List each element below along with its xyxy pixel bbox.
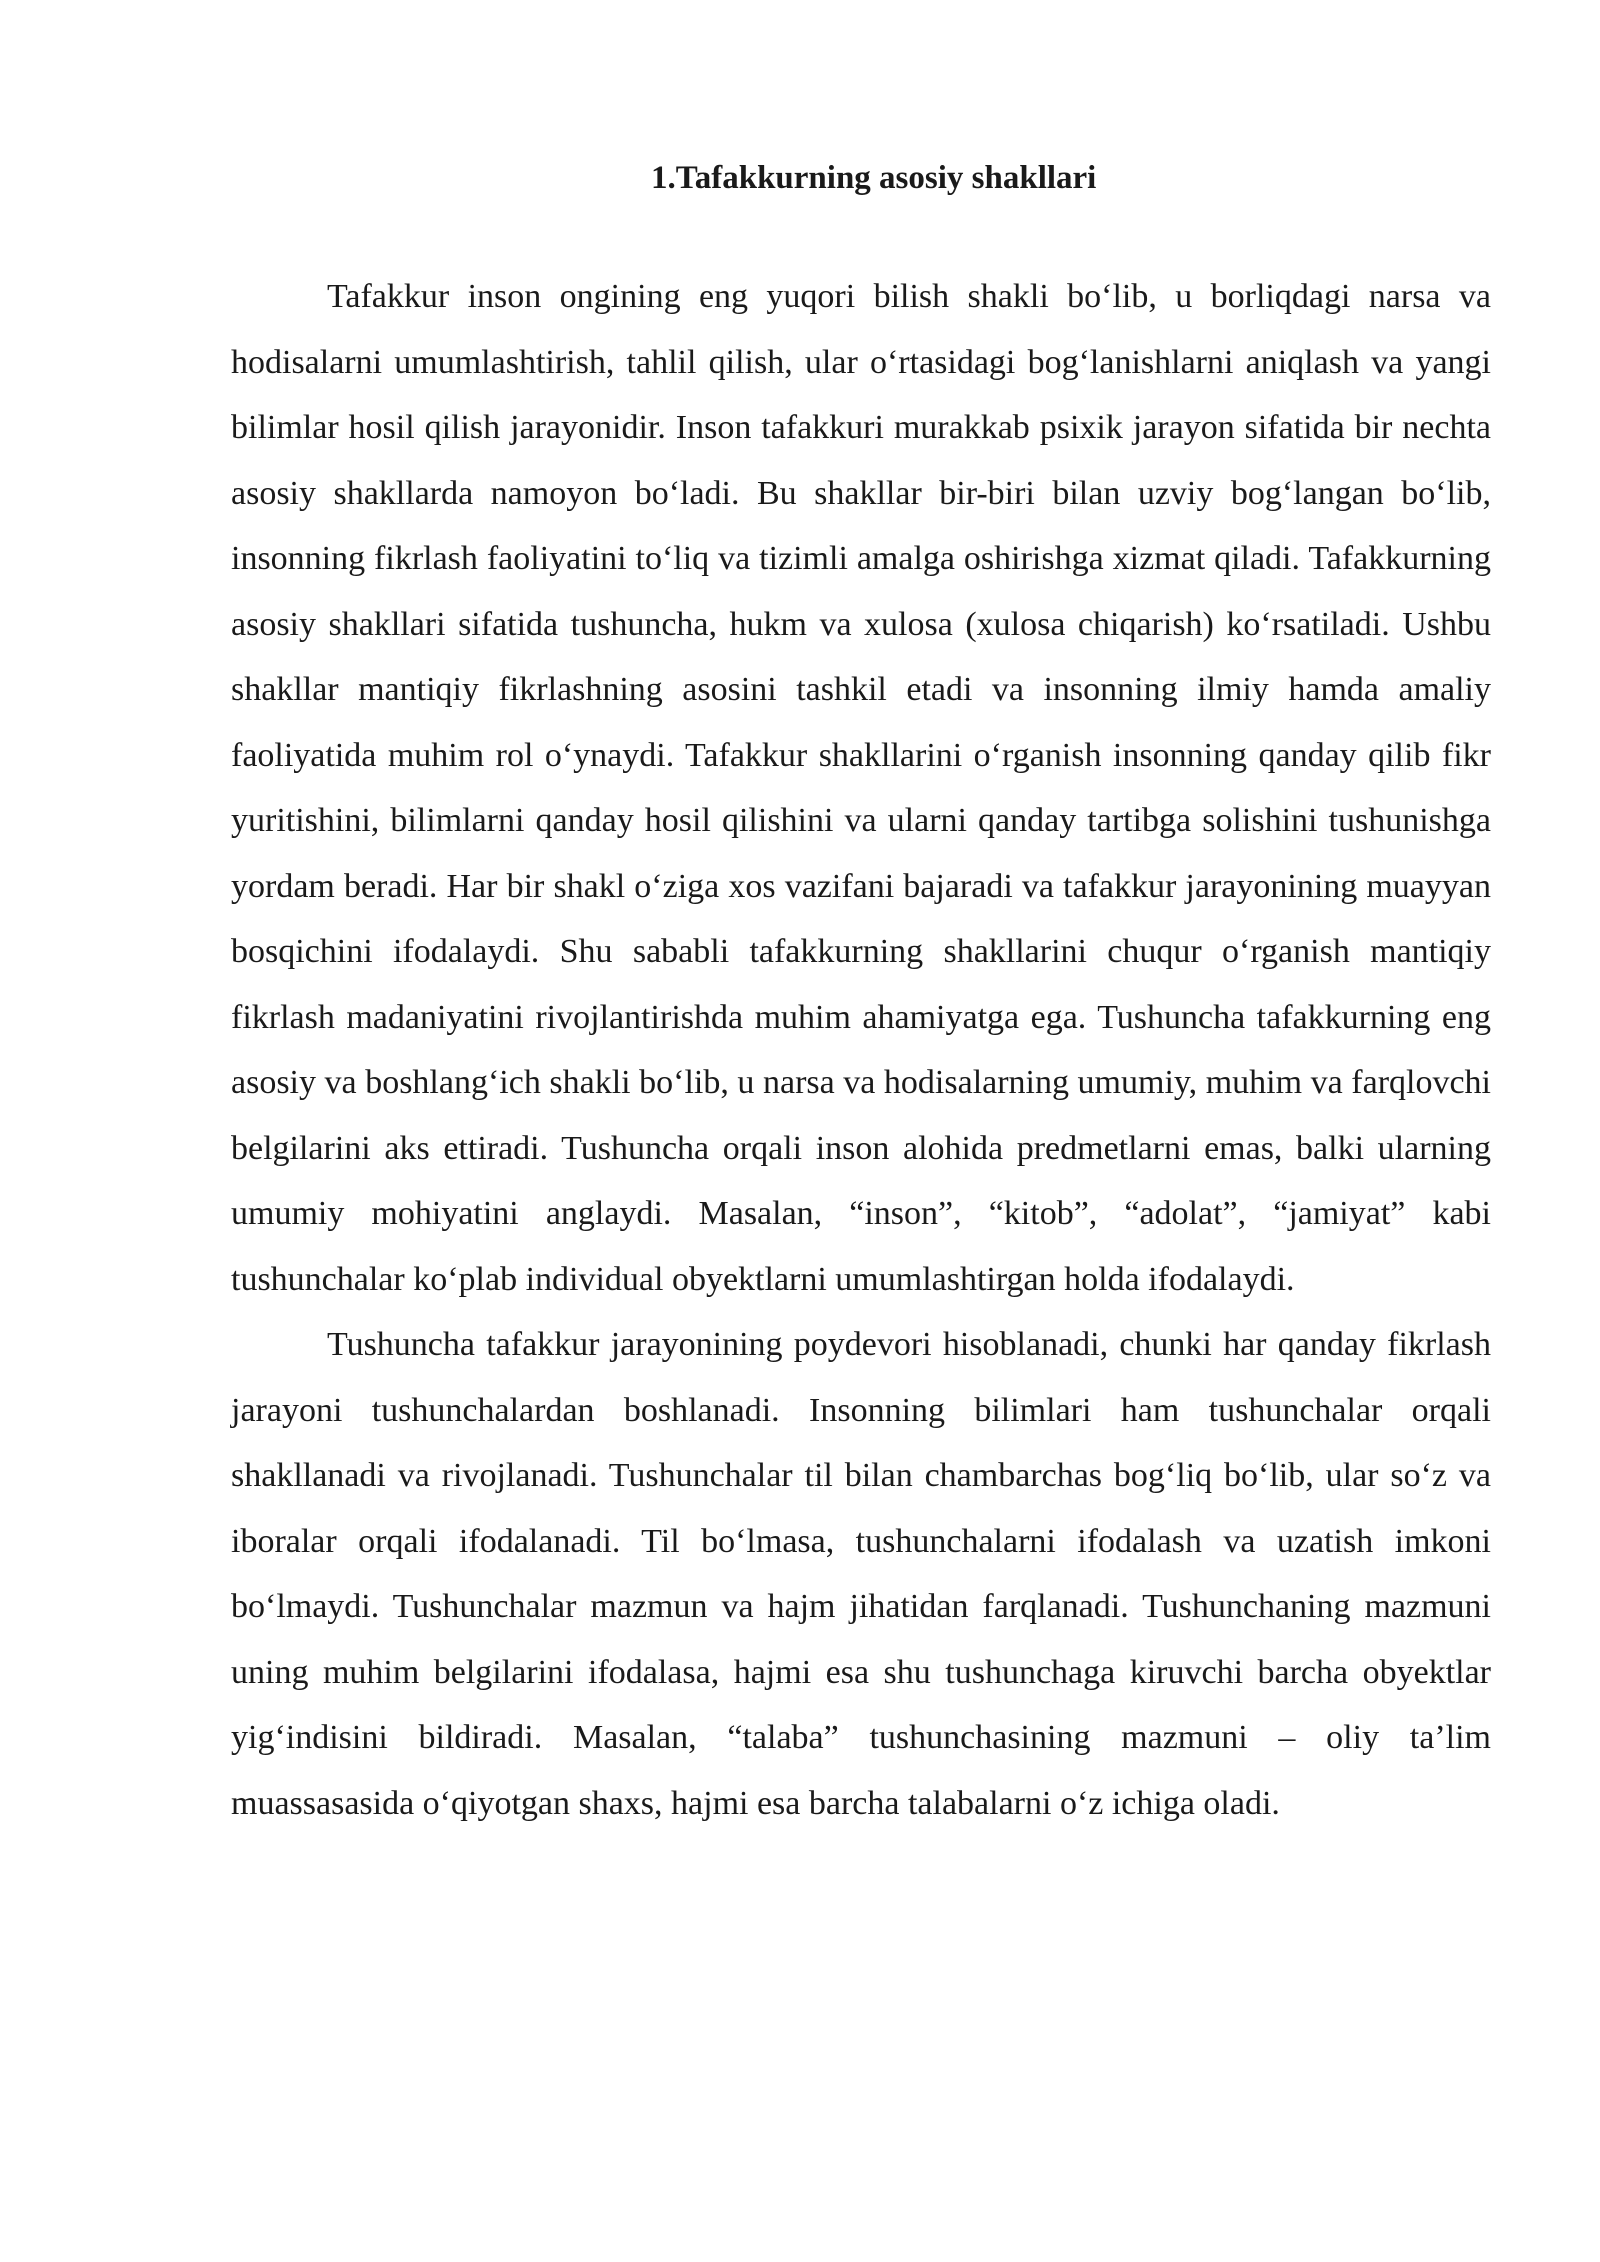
paragraph: Tafakkur inson ongining eng yuqori bilish shakli bo‘lib, u borliqdagi narsa va hodisalarni umumlashtirish, tahlil qilish, ular o‘rtasidagi bog‘lanishlarni aniqlash va yangi bilimlar hosil qilish jarayonidir. Inson tafakkuri murakkab psixik jarayon sifatida bir nechta asosiy shakllarda namoyon bo‘ladi. Bu shakllar bir-biri bilan uzviy bog‘langan bo‘lib, insonning fikrlash faoliyatini to‘liq va tizimli amalga oshirishga xizmat qiladi. Tafakkurning asosiy shakllari sifatida tushuncha, hukm va xulosa (xulosa chiqarish) ko‘rsatiladi. Ushbu shakllar mantiqiy fikrlashning asosini tashkil etadi va insonning ilmiy hamda amaliy faoliyatida muhim rol o‘ynaydi. Tafakkur shakllarini o‘rganish insonning qanday qilib fikr yuritishini, bilimlarni qanday hosil qilishini va ularni qanday tartibga solishini tushunishga yordam beradi. Har bir shakl o‘ziga xos vazifani bajaradi va tafakkur jarayonining muayyan bosqichini ifodalaydi. Shu sababli tafakkurning shakllarini chuqur o‘rganish mantiqiy fikrlash madaniyatini rivojlantirishda muhim ahamiyatga ega. Tushuncha tafakkurning eng asosiy va boshlang‘ich shakli bo‘lib, u narsa va hodisalarning umumiy, muhim va farqlovchi belgilarini aks ettiradi. Tushuncha orqali inson alohida predmetlarni emas, balki ularning umumiy mohiyatini anglaydi. Masalan, “inson”, “kitob”, “adolat”, “jamiyat” kabi tushunchalar ko‘plab individual obyektlarni umumlashtirgan holda ifodalaydi. (231, 278, 1491, 1298)
paragraph: Tushuncha tafakkur jarayonining poydevori hisoblanadi, chunki har qanday fikrlash jarayoni tushunchalardan boshlanadi. Insonning bilimlari ham tushunchalar orqali shakllanadi va rivojlanadi. Tushunchalar til bilan chambarchas bog‘liq bo‘lib, ular so‘z va iboralar orqali ifodalanadi. Til bo‘lmasa, tushunchalarni ifodalash va uzatish imkoni bo‘lmaydi. Tushunchalar mazmun va hajm jihatidan farqlanadi. Tushunchaning mazmuni uning muhim belgilarini ifodalasa, hajmi esa shu tushunchaga kiruvchi barcha obyektlar yig‘indisini bildiradi. Masalan, “talaba” tushunchasining mazmuni – oliy ta’lim muassasasida o‘qiyotgan shaxs, hajmi esa barcha talabalarni o‘z ichiga oladi. (231, 1326, 1491, 1822)
section-title: 1.Tafakkurning asosiy shakllari (651, 160, 1097, 196)
page-content (231, 150, 1491, 1836)
